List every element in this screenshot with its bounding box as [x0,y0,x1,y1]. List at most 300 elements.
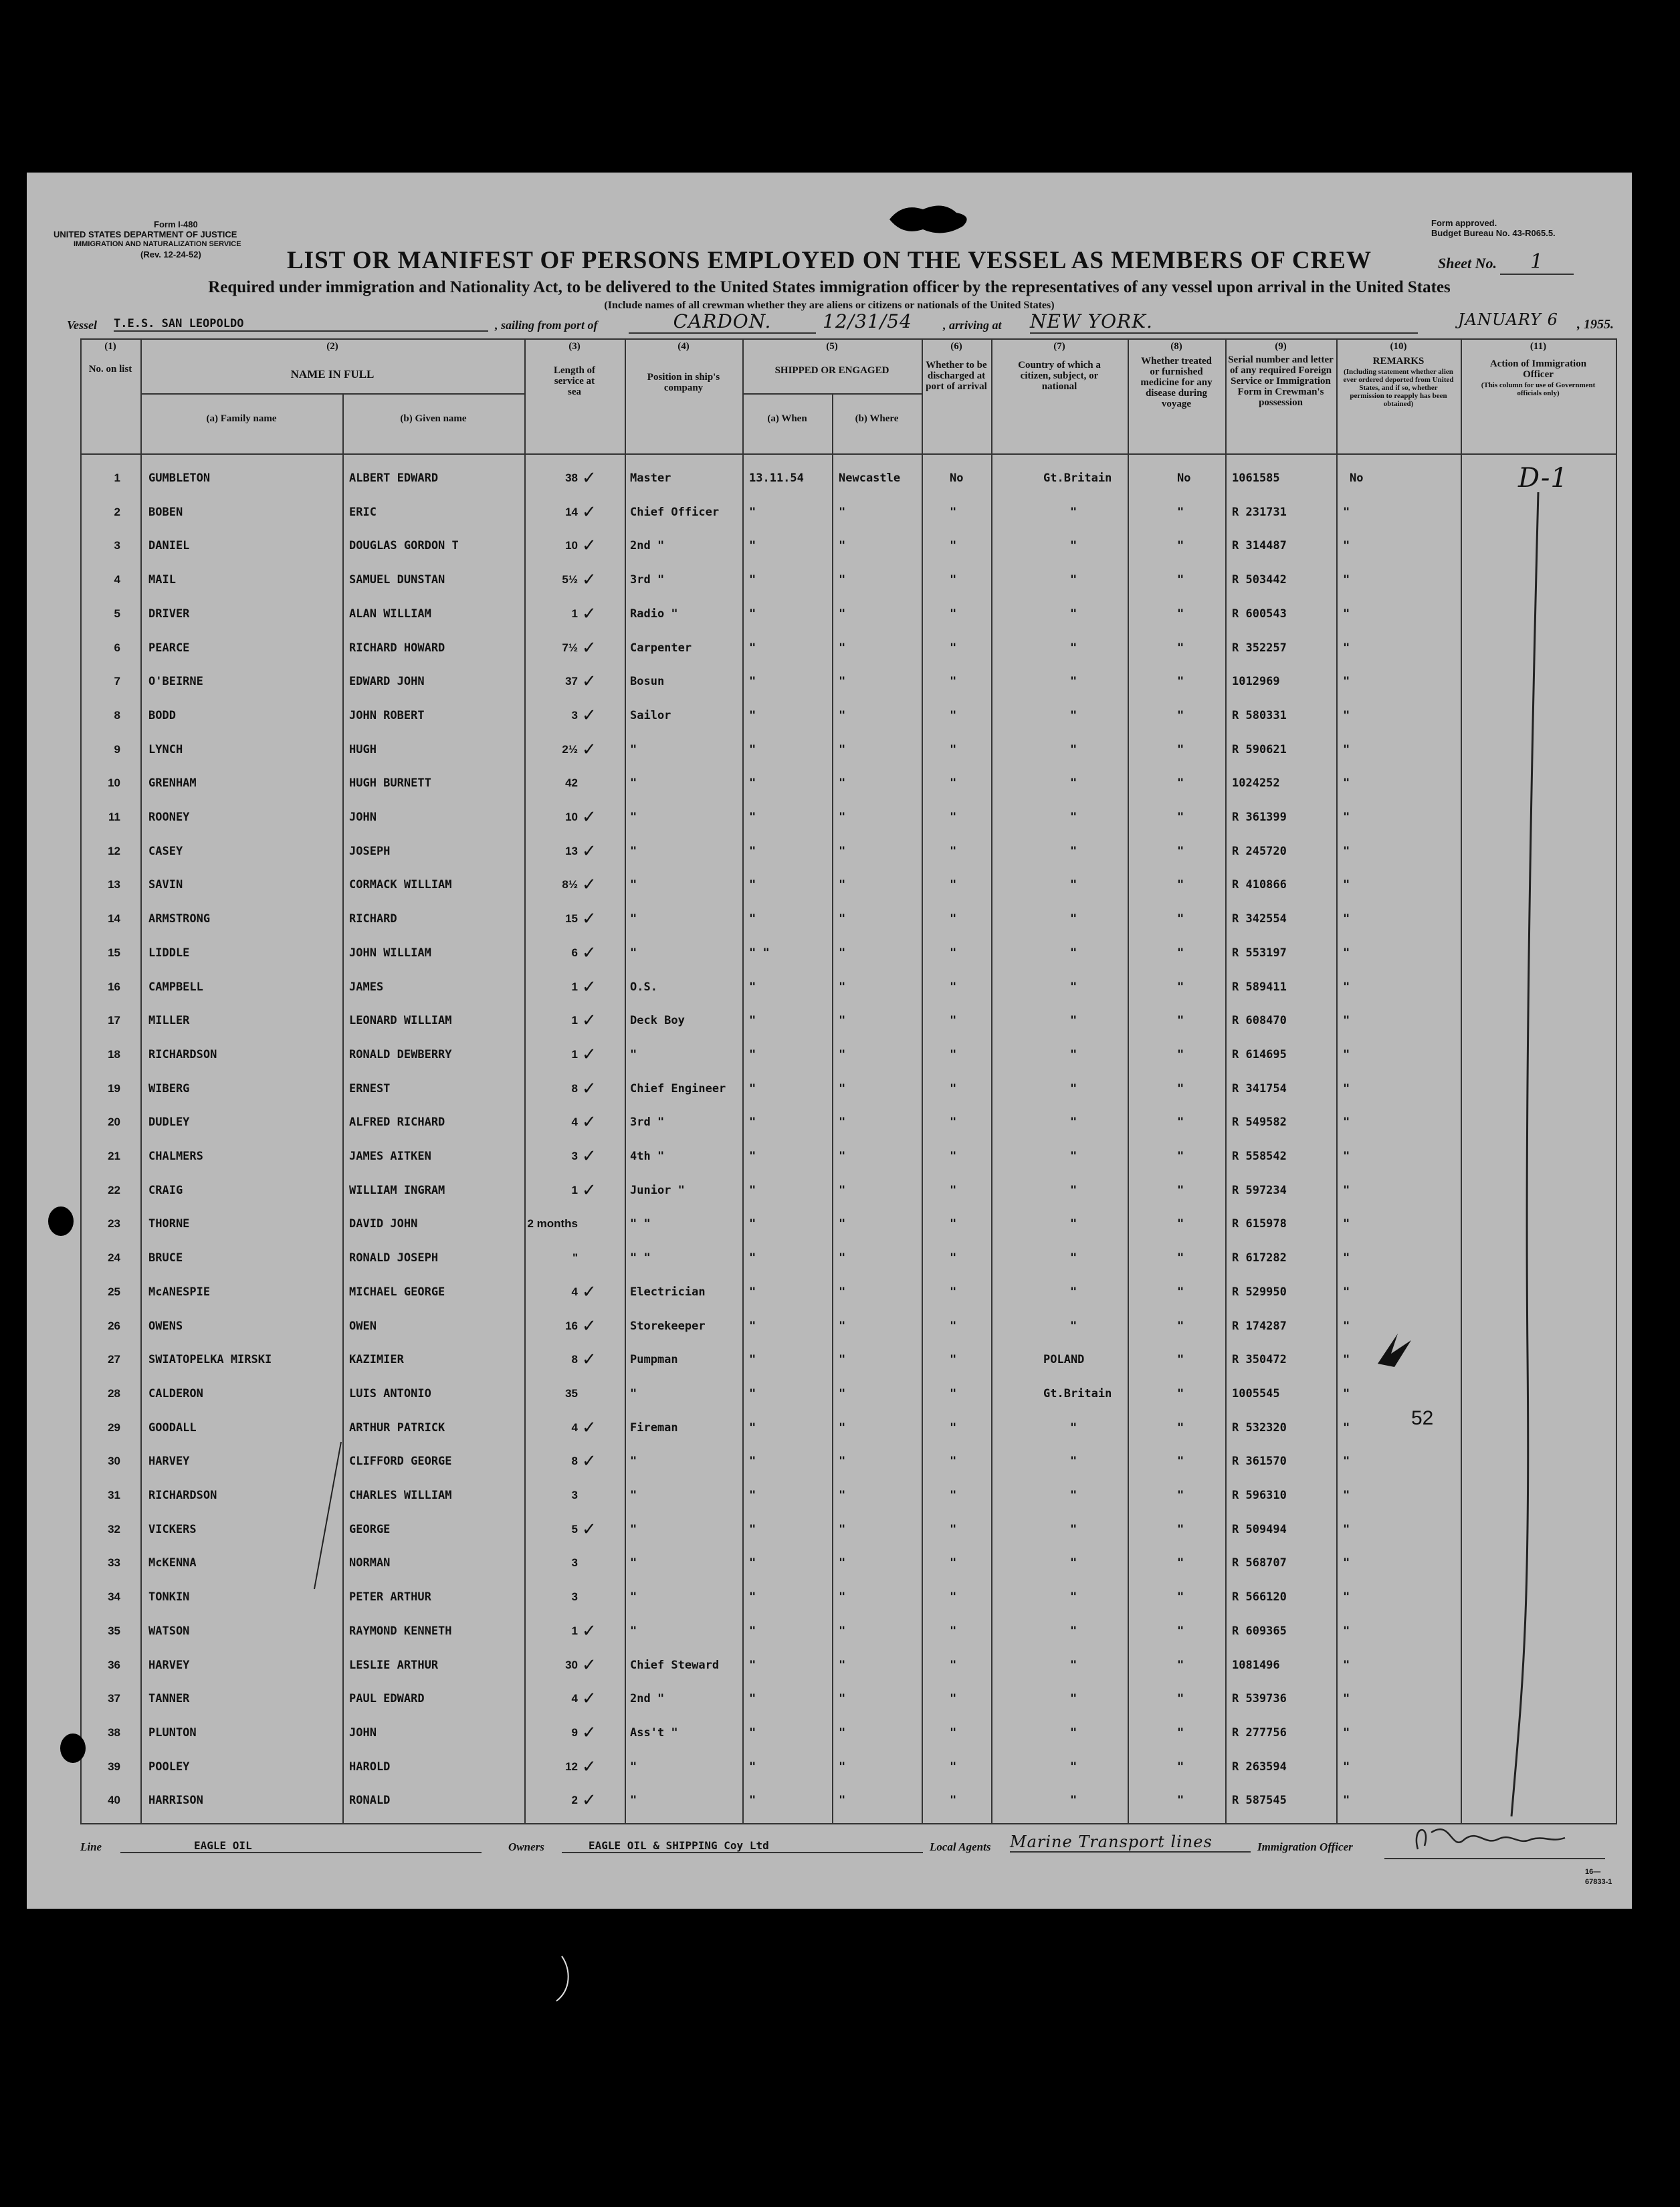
punch-hole [60,1733,86,1763]
remarks: " [1343,1624,1350,1638]
remarks: " [1343,1047,1350,1061]
header-col6 [922,341,991,392]
position: " [630,1624,637,1638]
country: " [1070,1150,1077,1163]
remarks: " [1343,1353,1350,1367]
shipped-where: " [839,1794,846,1808]
position: Radio " [630,607,678,621]
service-length: 4 [571,1116,578,1129]
discharged: " [950,811,957,824]
given-name: ERNEST [349,1081,391,1095]
check-mark [582,1479,615,1512]
check-mark: ✓ [582,1722,597,1743]
row-number: 9 [114,742,120,756]
position: " [630,844,637,858]
shipped-when: " [749,1658,756,1672]
medicine: " [1177,776,1184,791]
discharged: " [950,1794,957,1808]
manifest-sheet [27,173,1632,1909]
discharged: " [950,1590,957,1604]
shipped-where: " [839,1116,846,1130]
header-col1-num: (1) [104,341,116,352]
header-col9-num: (9) [1275,341,1287,352]
medicine: " [1177,980,1184,994]
check-mark [582,1546,615,1580]
shipped-when: " " [749,946,770,960]
table-row [80,1038,1616,1071]
shipped-where: " [839,1014,846,1028]
shipped-where: " [839,1047,846,1061]
position: " [630,742,637,756]
table-row [80,1004,1616,1037]
remarks: " [1343,607,1350,621]
shipped-where: " [839,1692,846,1706]
medicine: " [1177,878,1184,892]
shipped-when: " [749,1116,756,1130]
medicine: " [1177,946,1184,960]
serial-number: R 590621 [1232,742,1287,756]
shipped-where: " [839,1725,846,1740]
given-name: ERIC [349,505,377,519]
shipped-where: " [839,1624,846,1638]
country: " [1070,675,1077,689]
shipped-when: " [749,980,756,994]
service-length: 1 [571,1014,578,1027]
country: " [1070,1725,1077,1740]
row-number: 6 [114,641,120,654]
check-mark: ✓ [582,536,597,556]
service-length: 1 [571,1047,578,1061]
country: " [1070,980,1077,994]
country: " [1070,1319,1077,1333]
discharged: " [950,1081,957,1095]
medicine: " [1177,1353,1184,1367]
serial-number: R 263594 [1232,1760,1287,1774]
ink-blot-mark [883,199,976,239]
shipped-when: " [749,607,756,621]
position: Bosun [630,675,665,689]
row-number: 15 [108,946,120,959]
family-name: McKENNA [148,1556,197,1570]
page-subtitle-note: (Include names of all crewman whether they are aliens or citizens or nationals of the United States) [604,300,1055,311]
check-mark: ✓ [582,1281,597,1302]
check-mark: ✓ [582,1417,597,1438]
family-name: CHALMERS [148,1150,203,1163]
row-number: 35 [108,1624,120,1637]
serial-number: R 532320 [1232,1421,1287,1435]
departure-port: CARDON. [629,310,816,334]
serial-number: R 597234 [1232,1183,1287,1197]
country: Gt.Britain [1043,471,1112,485]
shipped-where: " [839,946,846,960]
discharged: " [950,776,957,791]
check-mark: ✓ [582,1044,597,1065]
country: " [1070,1794,1077,1808]
vessel-line [67,310,1618,337]
position: Fireman [630,1421,678,1435]
shipped-when: " [749,811,756,824]
check-mark: ✓ [582,739,597,760]
medicine: " [1177,1421,1184,1435]
given-name: JAMES AITKEN [349,1150,431,1163]
position: Sailor [630,708,671,722]
serial-number: R 341754 [1232,1081,1287,1095]
medicine: " [1177,1014,1184,1028]
country: " [1070,1251,1077,1265]
position: " [630,1556,637,1570]
row-number: 18 [108,1047,120,1061]
medicine: " [1177,539,1184,553]
table-bottom-border [80,1823,1616,1824]
header-col5b: (b) Where [855,413,899,424]
medicine: " [1177,1285,1184,1299]
position: Chief Steward [630,1658,720,1672]
serial-number: R 608470 [1232,1014,1287,1028]
remarks: " [1343,1183,1350,1197]
position: " [630,878,637,892]
family-name: BRUCE [148,1251,183,1265]
check-mark: ✓ [582,942,597,963]
shipped-where: Newcastle [839,471,901,485]
service-length: 30 [565,1658,578,1671]
shipped-where: " [839,1522,846,1536]
header-col5-num: (5) [826,341,838,352]
shipped-where: " [839,1455,846,1469]
shipped-when: " [749,573,756,587]
medicine: " [1177,1489,1184,1502]
discharged: " [950,1725,957,1740]
family-name: TANNER [148,1692,190,1706]
row-number: 16 [108,980,120,993]
row-number: 36 [108,1658,120,1671]
serial-number: 1061585 [1232,471,1280,485]
check-mark: ✓ [582,502,597,522]
country: " [1070,742,1077,756]
check-mark: ✓ [582,1180,597,1200]
margin-pen-stroke [301,1435,354,1596]
budget-line-2: Budget Bureau No. 43-R065.5. [1431,228,1556,238]
serial-number: R 600543 [1232,607,1287,621]
given-name: OWEN [349,1319,377,1333]
header-col4 [625,341,742,393]
serial-number: R 342554 [1232,912,1287,926]
medicine: " [1177,1522,1184,1536]
serial-number: 1081496 [1232,1658,1280,1672]
discharged: " [950,1624,957,1638]
medicine: " [1177,844,1184,858]
service-length: 12 [565,1760,578,1773]
serial-number: 1024252 [1232,776,1280,791]
row-number: 30 [108,1455,120,1468]
discharged: " [950,912,957,926]
arrival-port: NEW YORK. [1030,310,1418,334]
crew-table [80,338,1616,1823]
given-name: ALFRED RICHARD [349,1116,445,1130]
table-row [80,835,1616,868]
header-col11-label: Action of Immigration Officer [1489,358,1587,380]
service-length: 15 [565,912,578,926]
officer-label: Immigration Officer [1257,1841,1353,1853]
shipped-where: " [839,1590,846,1604]
service-length: 10 [565,539,578,552]
discharged: " [950,1489,957,1502]
country: " [1070,1081,1077,1095]
header-col11-num: (11) [1530,341,1547,352]
medicine: " [1177,1183,1184,1197]
remarks: " [1343,1251,1350,1265]
header-col2 [140,341,524,380]
shipped-when: " [749,1556,756,1570]
shipped-where: " [839,844,846,858]
family-name: MILLER [148,1014,190,1028]
country: " [1070,878,1077,892]
service-length: 1 [571,1183,578,1196]
medicine: No [1177,471,1191,485]
check-mark: ✓ [582,671,597,692]
shipped-when: " [749,641,756,655]
shipped-when: " [749,1624,756,1638]
remarks: " [1343,1590,1350,1604]
serial-number: R 277756 [1232,1725,1287,1740]
table-row [80,1750,1616,1784]
position: " [630,776,637,791]
remarks: " [1343,1658,1350,1672]
country: " [1070,573,1077,587]
shipped-where: " [839,1150,846,1163]
shipped-when: " [749,675,756,689]
shipped-when: " [749,1725,756,1740]
position: Pumpman [630,1353,678,1367]
discharged: " [950,1047,957,1061]
header-col10-note: (Including statement whether alien ever ordered deported from United States, and if so, whether permission to reapply has been obtained) [1343,368,1454,408]
remarks: " [1343,573,1350,587]
country: " [1070,1116,1077,1130]
country: " [1070,1522,1077,1536]
remarks: " [1343,1217,1350,1231]
discharged: " [950,1692,957,1706]
family-name: TONKIN [148,1590,190,1604]
service-length: 3 [571,1556,578,1570]
header-col1 [80,341,140,375]
service-length: 1 [571,607,578,620]
header-col9-label: Serial number and letter of any required Foreign Service or Immigration Form in Crewman's possession [1228,354,1334,408]
medicine: " [1177,607,1184,621]
discharged: " [950,675,957,689]
serial-number: R 553197 [1232,946,1287,960]
immigration-action-mark: D-1 [1518,463,1568,494]
shipped-when: " [749,1421,756,1435]
remarks: " [1343,1692,1350,1706]
position: " [630,1386,637,1400]
service-length: 2 [571,1794,578,1807]
row-number: 3 [114,539,120,552]
table-row [80,665,1616,698]
serial-number: R 529950 [1232,1285,1287,1299]
given-name: LEONARD WILLIAM [349,1014,452,1028]
shipped-where: " [839,708,846,722]
service-length: 10 [565,811,578,823]
remarks: " [1343,641,1350,655]
check-mark: ✓ [582,1011,597,1031]
discharged: " [950,1319,957,1333]
header-col3-num: (3) [568,341,581,352]
family-name: BODD [148,708,176,722]
country: " [1070,1489,1077,1502]
serial-number: R 549582 [1232,1116,1287,1130]
given-name: KAZIMIER [349,1353,404,1367]
check-mark: ✓ [582,1078,597,1099]
discharged: " [950,1658,957,1672]
owners-label: Owners [508,1841,544,1853]
header-col2a: (a) Family name [206,413,277,424]
serial-number: R 568707 [1232,1556,1287,1570]
medicine: " [1177,1455,1184,1469]
position: " " [630,1217,651,1231]
medicine: " [1177,1624,1184,1638]
medicine: " [1177,1081,1184,1095]
given-name: JOHN [349,811,377,824]
check-mark [582,1580,615,1614]
discharged: No [950,471,964,485]
serial-number: R 503442 [1232,573,1287,587]
check-mark: ✓ [582,1451,597,1472]
serial-number: R 361399 [1232,811,1287,824]
given-name: HUGH BURNETT [349,776,431,791]
country: " [1070,1014,1077,1028]
check-mark: ✓ [582,570,597,591]
shipped-when: " [749,708,756,722]
check-mark: ✓ [582,807,597,827]
shipped-when: " [749,844,756,858]
discharged: " [950,1285,957,1299]
table-row [80,1377,1616,1410]
service-length: 1 [571,1624,578,1637]
given-name: JOHN WILLIAM [349,946,431,960]
given-name: LUIS ANTONIO [349,1386,431,1400]
page-title: LIST OR MANIFEST OF PERSONS EMPLOYED ON THE VESSEL AS MEMBERS OF CREW [287,247,1372,274]
service-length: 9 [571,1725,578,1739]
remarks: " [1343,1421,1350,1435]
shipped-where: " [839,912,846,926]
shipped-where: " [839,980,846,994]
shipped-when: " [749,1590,756,1604]
remarks: No [1350,471,1364,485]
serial-number: R 566120 [1232,1590,1287,1604]
shipped-when: " [749,1183,756,1197]
country: " [1070,1658,1077,1672]
family-name: OWENS [148,1319,183,1333]
given-name: CORMACK WILLIAM [349,878,452,892]
serial-number: R 245720 [1232,844,1287,858]
row-number: 19 [108,1081,120,1095]
shipped-where: " [839,1489,846,1502]
family-name: CRAIG [148,1183,183,1197]
header-col6-num: (6) [950,341,962,352]
service-length: 2½ [562,742,578,756]
check-mark: ✓ [582,1756,597,1777]
departure-date: 12/31/54 [823,310,912,332]
service-length: 3 [571,1590,578,1604]
shipped-where: " [839,1183,846,1197]
family-name: DUDLEY [148,1116,190,1130]
shipped-when: " [749,505,756,519]
shipped-where: " [839,1556,846,1570]
agents-value: Marine Transport lines [1010,1832,1251,1853]
service-length: 4 [571,1692,578,1705]
remarks: " [1343,1455,1350,1469]
family-name: ROONEY [148,811,190,824]
remarks: " [1343,1386,1350,1400]
row-number: 25 [108,1285,120,1298]
country: " [1070,708,1077,722]
position: " [630,1047,637,1061]
row-number: 28 [108,1386,120,1400]
service-length: 4 [571,1421,578,1434]
header-col5 [742,341,922,376]
shipped-when: " [749,1047,756,1061]
serial-number: R 589411 [1232,980,1287,994]
service-length: 8 [571,1081,578,1095]
family-name: GRENHAM [148,776,197,791]
shipped-when: " [749,912,756,926]
table-row [80,631,1616,665]
discharged: " [950,1386,957,1400]
shipped-where: " [839,607,846,621]
discharged: " [950,844,957,858]
table-row [80,1716,1616,1750]
given-name: SAMUEL DUNSTAN [349,573,445,587]
service-length: 3 [571,1489,578,1501]
family-name: VICKERS [148,1522,197,1536]
family-name: LYNCH [148,742,183,756]
shipped-when: " [749,742,756,756]
footer [80,1832,1618,1886]
country: " [1070,811,1077,824]
service-length: 8 [571,1455,578,1468]
revision-date: (Rev. 12-24-52) [140,249,201,259]
country: " [1070,539,1077,553]
scribble-mark [1371,1327,1418,1374]
row-number: 31 [108,1489,120,1501]
given-name: PETER ARTHUR [349,1590,431,1604]
shipped-when: " [749,1692,756,1706]
shipped-when: " [749,1386,756,1400]
table-row [80,1072,1616,1106]
given-name: LESLIE ARTHUR [349,1658,439,1672]
shipped-when: " [749,1794,756,1808]
header-col9 [1225,341,1336,408]
remarks: " [1343,776,1350,791]
row-number: 22 [108,1183,120,1196]
check-mark [582,766,615,800]
given-name: GEORGE [349,1522,391,1536]
remarks: " [1343,1319,1350,1333]
row-number: 33 [108,1556,120,1570]
given-name: JAMES [349,980,384,994]
remarks: " [1343,811,1350,824]
discharged: " [950,573,957,587]
serial-number: R 617282 [1232,1251,1287,1265]
header-col1-label: No. on list [88,364,132,375]
table-row [80,496,1616,529]
service-length: " [572,1251,578,1265]
position: " [630,1590,637,1604]
serial-number: R 558542 [1232,1150,1287,1163]
given-name: CLIFFORD GEORGE [349,1455,452,1469]
serial-number: R 352257 [1232,641,1287,655]
check-mark: ✓ [582,1655,597,1675]
check-mark: ✓ [582,705,597,726]
